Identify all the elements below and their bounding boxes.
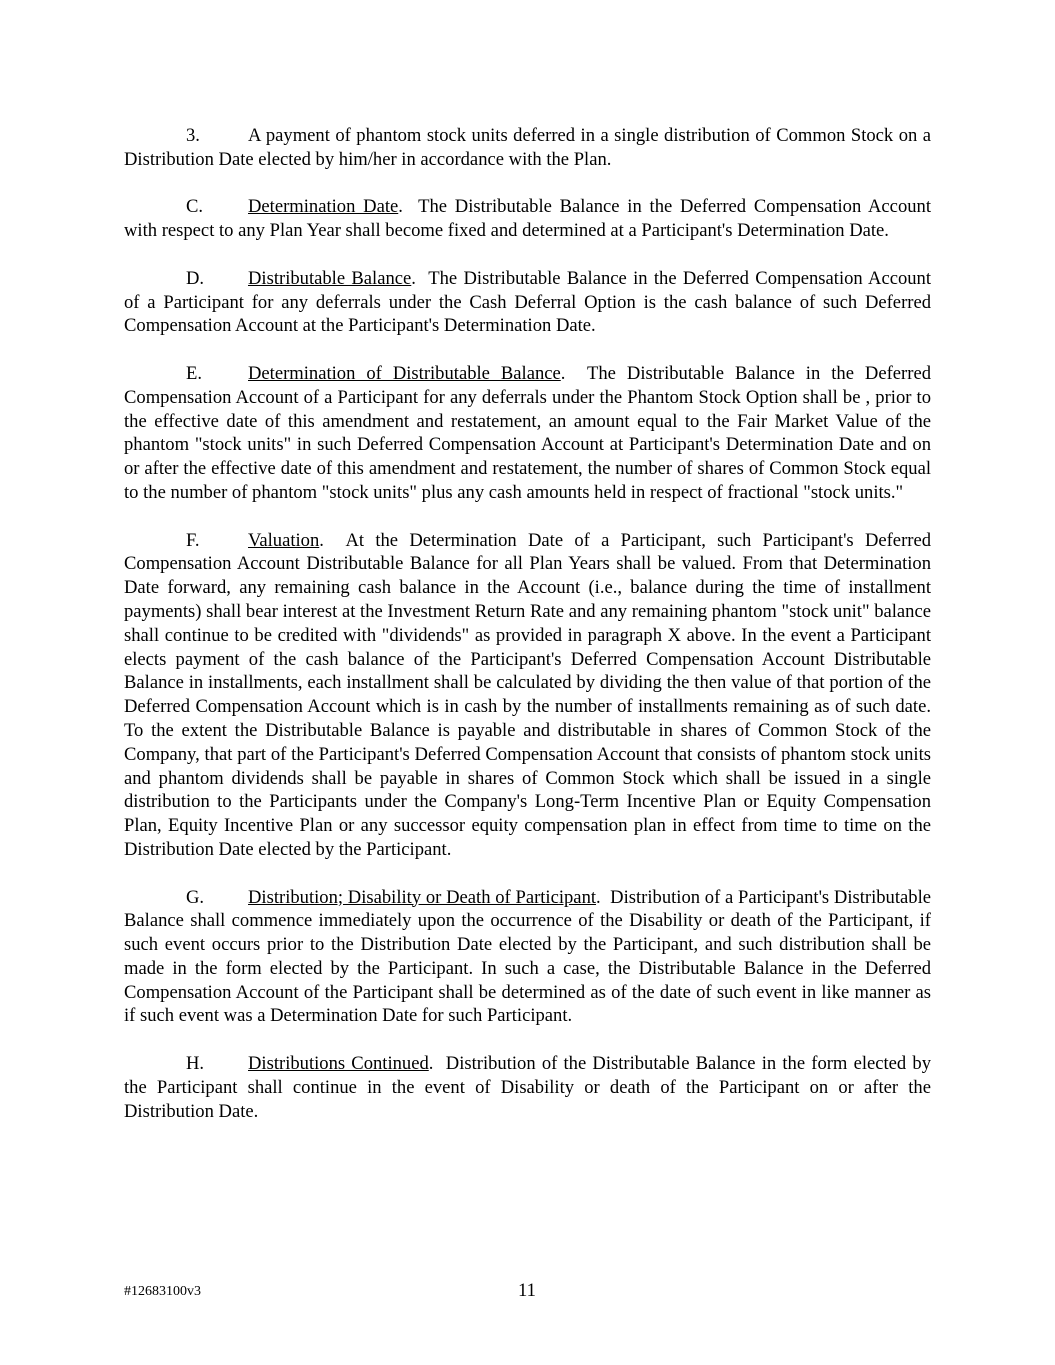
paragraph-body: A payment of phantom stock units deferred in a single distribution of Common Stock on a Distribution Date elected by him/her in accordance with the Plan.	[124, 125, 931, 170]
paragraph-marker: H.	[186, 1053, 205, 1075]
paragraph-heading: Determination of Distributable Balance	[248, 362, 561, 384]
footer-document-id: #12683100v3	[124, 1284, 201, 1299]
paragraph-c-determination-date	[124, 195, 931, 243]
paragraph-f-valuation	[124, 529, 931, 862]
footer-page-number: 11	[518, 1280, 536, 1301]
document-page	[124, 124, 931, 1147]
heading-punctuation: .	[560, 362, 588, 384]
heading-punctuation: .	[398, 196, 419, 218]
paragraph-body: At the Determination Date of a Participant, such Participant's Deferred Compensation Account Distributable Balance for all Plan Years shall be valued. From that Determination Date forward, any remaining cash balance in the Account (i.e., balance during the time of installment payments) shall bear interest at the Investment Return Rate and any remaining phantom "stock unit" balance shall continue to be credited with "dividends" as provided in paragraph X above. In the event a Participant elects payment of the cash balance of the Participant's Deferred Compensation Account Distributable Balance in installments, each installment shall be calculated by dividing the then value of that portion of the Deferred Compensation Account which is in cash by the number of installments remaining as of such date. To the extent the Distributable Balance is payable and distributable in shares of Common Stock of the Company, that part of the Participant's Deferred Compensation Account that consists of phantom stock units and phantom dividends shall be payable in shares of Common Stock which shall be issued in a single distribution to the Participants under the Company's Long-Term Incentive Plan or Equity Compensation Plan, Equity Incentive Plan or any successor equity compensation plan in effect from time to time on the Distribution Date elected by the Participant.	[124, 529, 931, 860]
paragraph-marker: G.	[186, 886, 205, 908]
paragraph-marker: 3.	[186, 125, 200, 146]
paragraph-heading: Valuation	[248, 529, 320, 551]
paragraph-g-distribution-disability-death	[124, 886, 931, 1029]
paragraph-heading: Determination Date	[248, 196, 399, 218]
paragraph-heading: Distribution; Disability or Death of Participant	[248, 886, 597, 908]
paragraph-h-distributions-continued	[124, 1052, 931, 1123]
paragraph-d-distributable-balance	[124, 267, 931, 338]
paragraph-body: Distribution of a Participant's Distributable Balance shall commence immediately upon the occurrence of the Disability or death of the Participant, if such event occurs prior to the Distribution Date elected by the Participant, and such distribution shall be made in the form elected by the Participant. In such a case, the Distributable Balance in the Deferred Compensation Account of the Participant shall be determined as of the date of such event in like manner as if such event was a Determination Date for such Participant.	[124, 886, 931, 1027]
paragraph-body: The Distributable Balance in the Deferred Compensation Account with respect to any Plan Year shall become fixed and determined at a Participant's Determination Date.	[124, 196, 931, 242]
heading-punctuation: .	[596, 886, 611, 908]
paragraph-marker: E.	[186, 362, 203, 384]
paragraph-body: The Distributable Balance in the Deferred Compensation Account of a Participant for any deferrals under the Cash Deferral Option is the cash balance of such Deferred Compensation Account at the Participant's Determination Date.	[124, 267, 932, 337]
heading-punctuation: .	[411, 267, 429, 289]
heading-punctuation: .	[319, 529, 346, 551]
paragraph-heading: Distributable Balance	[248, 267, 412, 289]
paragraph-body: The Distributable Balance in the Deferred Compensation Account of a Participant for any deferrals under the Phantom Stock Option shall be , prior to the effective date of this amendment and restatement, an amount equal to the Fair Market Value of the phantom "stock units" in such Deferred Compensation Account at Participant's Determination Date and on or after the effective date of this amendment and restatement, the number of shares of Common Stock equal to the number of phantom "stock units" plus any cash amounts held in respect of fractional "stock units."	[124, 362, 931, 503]
paragraph-heading: Distributions Continued	[248, 1053, 429, 1075]
paragraph-marker: C.	[186, 196, 204, 218]
paragraph-marker: D.	[186, 267, 205, 289]
paragraph-e-determination-of-distributable-balance	[124, 362, 931, 505]
paragraph-marker: F.	[186, 529, 200, 551]
paragraph-body: Distribution of the Distributable Balance in the form elected by the Participant shall continue in the event of Disability or death of the Participant on or after the Distribution Date.	[124, 1053, 931, 1122]
heading-punctuation: .	[428, 1053, 446, 1075]
paragraph-3	[124, 124, 931, 172]
